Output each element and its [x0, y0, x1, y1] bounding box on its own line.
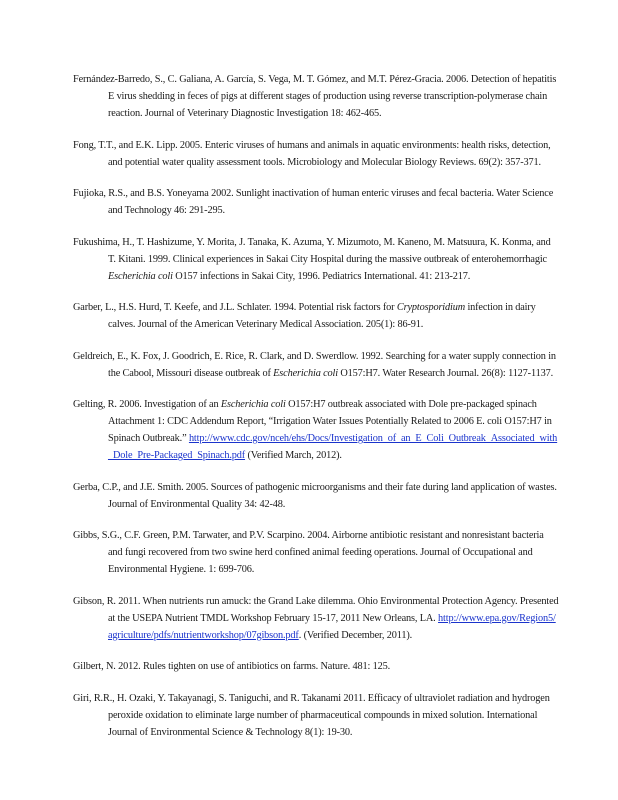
- reference-italic-term: Cryptosporidium: [396, 302, 466, 313]
- reference-entry: [73, 479, 559, 513]
- reference-text: Gerba, C.P., and J.E. Smith. 2005. Sources of pathogenic microorganisms and their fate during land application of wastes. Journal of Environmental Quality 34: 42-48.: [73, 481, 557, 510]
- reference-entry: [73, 299, 559, 333]
- reference-text-continued: O157 infections in Sakai City, 1996. Pediatrics International. 41: 213-217.: [172, 270, 471, 282]
- reference-text: Fujioka, R.S., and B.S. Yoneyama 2002. Sunlight inactivation of human enteric viruses and fecal bacteria. Water Science and Technology 46: 291-295.: [73, 188, 554, 216]
- reference-entry: [73, 185, 559, 219]
- reference-text: Fong, T.T., and E.K. Lipp. 2005. Enteric viruses of humans and animals in aquatic environments: health risks, detection, and potential water quality assessment tools. Microbiology and Molecular Biology Reviews. 69(2): 357-371.: [73, 139, 551, 168]
- reference-entry: [73, 137, 559, 171]
- reference-text: Gibson, R. 2011. When nutrients run amuck: the Grand Lake dilemma. Ohio Environmental Protection Agency. Presented at the USEPA Nutrient TMDL Workshop February 15-17, 2011 New Orleans, LA.: [73, 595, 559, 624]
- reference-verified-note: (Verified March, 2012).: [245, 450, 342, 461]
- reference-entry: [73, 71, 559, 122]
- reference-text: Fernández-Barredo, S., C. Galiana, A. García, S. Vega, M. T. Gómez, and M.T. Pérez-Gracia. 2006. Detection of hepatitis E virus shedding in feces of pigs at different stages of production using reverse transcription-polymerase chain reaction. Journal of Veterinary Diagnostic Investigation 18: 462-465.: [73, 74, 557, 119]
- reference-list: [73, 71, 559, 755]
- reference-text-continued: O157:H7 outbreak associated with Dole pre-packaged spinach Attachment 1: CDC Addendum Report, “Irrigation Water Issues Potentially Related to 2006 E. coli O157:H7 in Spinach Outbreak.”: [108, 399, 552, 444]
- reference-text-continued: O157:H7. Water Research Journal. 26(8): 1127-1137.: [337, 367, 553, 379]
- reference-text-continued: infection in dairy calves. Journal of the American Veterinary Medical Association. 205(1): 86-91.: [108, 302, 536, 330]
- reference-text: Gilbert, N. 2012. Rules tighten on use of antibiotics on farms. Nature. 481: 125.: [73, 661, 391, 672]
- reference-entry: [73, 593, 559, 644]
- reference-text: Geldreich, E., K. Fox, J. Goodrich, E. Rice, R. Clark, and D. Swerdlow. 1992. Searching for a water supply connection in the Cabool, Missouri disease outbreak of: [73, 350, 556, 379]
- reference-text: Fukushima, H., T. Hashizume, Y. Morita, J. Tanaka, K. Azuma, Y. Mizumoto, M. Kaneno, M. Matsuura, K. Konma, and T. Kitani. 1999. Clinical experiences in Sakai City Hospital during the massive outbreak of enterohemorrhagic: [73, 236, 551, 265]
- reference-text: Giri, R.R., H. Ozaki, Y. Takayanagi, S. Taniguchi, and R. Takanami 2011. Efficacy of ultraviolet radiation and hydrogen peroxide oxidation to eliminate large number of pharmaceutical compounds in mixed solution. International Journal of Environmental Science & Technology 8(1): 19-30.: [73, 692, 550, 738]
- reference-verified-note: . (Verified December, 2011).: [298, 629, 413, 641]
- reference-entry: [73, 396, 559, 464]
- reference-entry: [73, 527, 559, 578]
- reference-text: Gibbs, S.G., C.F. Green, P.M. Tarwater, and P.V. Scarpino. 2004. Airborne antibiotic resistant and nonresistant bacteria and fungi recovered from two swine herd confined animal feeding operations. Journal of Occupational and Environmental Hygiene. 1: 699-706.: [73, 530, 544, 575]
- reference-link[interactable]: http://www.epa.gov/Region5/agriculture/pdfs/nutrientworkshop/07gibson.pdf: [108, 612, 556, 641]
- reference-italic-term: Escherichia coli: [220, 399, 286, 410]
- reference-entry: [73, 348, 559, 382]
- reference-link[interactable]: http://www.cdc.gov/nceh/ehs/Docs/Investigation_of_an_E_Coli_Outbreak_Associated_with_Dole_Pre-Packaged_Spinach.pdf: [108, 433, 558, 461]
- reference-entry: [73, 658, 559, 675]
- reference-italic-term: Escherichia coli: [108, 270, 173, 282]
- reference-entry: [73, 690, 559, 741]
- reference-text: Gelting, R. 2006. Investigation of an: [73, 399, 221, 410]
- reference-text: Garber, L., H.S. Hurd, T. Keefe, and J.L. Schlater. 1994. Potential risk factors for: [73, 302, 397, 313]
- reference-italic-term: Escherichia coli: [273, 367, 338, 379]
- reference-entry: [73, 234, 559, 285]
